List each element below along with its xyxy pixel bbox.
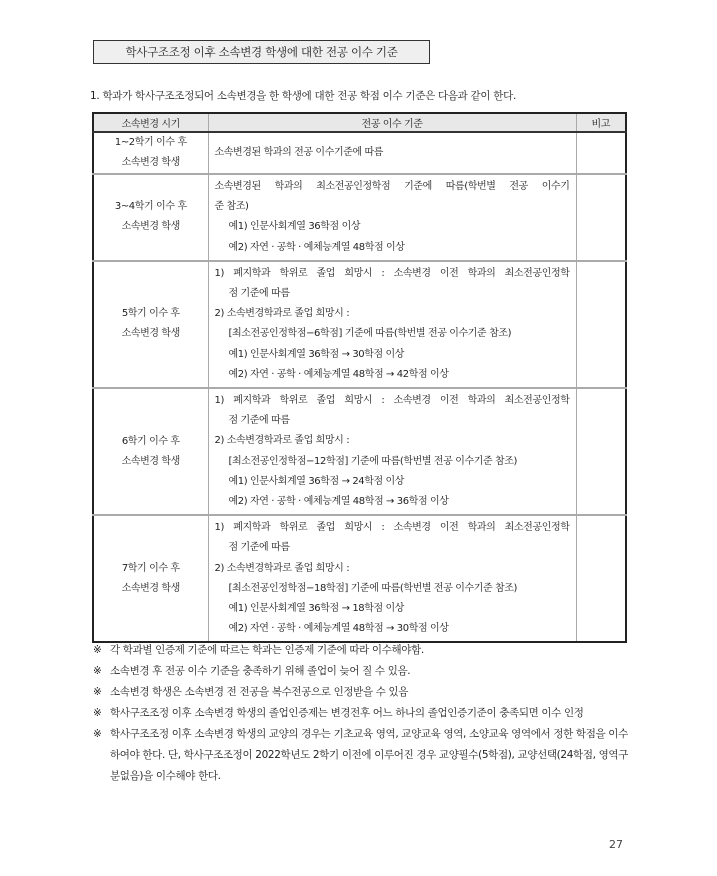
note-cell — [576, 174, 626, 261]
criteria-cell — [208, 132, 576, 174]
note-cell — [576, 388, 626, 515]
criteria-line: [최소전공인정학점−6학점] 기준에 따름(학번별 전공 이수기준 참조) — [228, 328, 512, 340]
reference-mark-icon: ※ — [93, 665, 102, 677]
criteria-line: [최소전공인정학점−12학점] 기준에 따름(학번별 전공 이수기준 참조) — [228, 455, 518, 467]
reference-mark-icon: ※ — [93, 707, 102, 719]
note-item — [93, 703, 633, 724]
period-line: 6학기 이수 후 — [121, 435, 180, 447]
period-line: 소속변경 학생 — [121, 221, 180, 233]
header-note: 비고 — [576, 113, 626, 132]
criteria-table — [92, 112, 627, 643]
criteria-cell — [208, 261, 576, 388]
criteria-line: 준 참조) — [214, 201, 249, 213]
note-cell — [576, 515, 626, 642]
table-row — [93, 388, 626, 515]
note-cell — [576, 261, 626, 388]
criteria-line: 소속변경된 학과의 전공 이수기준에 따름 — [214, 146, 384, 158]
criteria-example: 예1) 인문사회계열 36학점 → 24학점 이상 — [228, 475, 405, 487]
period-cell — [93, 174, 208, 261]
criteria-line: 1) 폐지학과 학위로 졸업 희망시 : 소속변경 이전 학과의 최소전공인정학 — [214, 267, 570, 279]
period-line: 소속변경 학생 — [121, 582, 180, 594]
header-criteria: 전공 이수 기준 — [208, 113, 576, 132]
table-row — [93, 515, 626, 642]
criteria-cell — [208, 174, 576, 261]
table-row — [93, 261, 626, 388]
note-text: 학사구조조정 이후 소속변경 학생의 교양의 경우는 기초교육 영역, 교양교육 영역, 소양교육 영역에서 정한 학점을 이수하여야 한다. 단, 학사구조조정이 2022학년도 2학기 이전에 이루어진 경우 교양필수(5학점), 교양선택(24학점, 영역구분없음)을 이수해야 한다. — [110, 728, 629, 782]
criteria-line: 소속변경된 학과의 최소전공인정학점 기준에 따름(학번별 전공 이수기 — [214, 181, 570, 192]
reference-mark-icon: ※ — [93, 644, 102, 656]
criteria-line: [최소전공인정학점−18학점] 기준에 따름(학번별 전공 이수기준 참조) — [228, 582, 518, 594]
criteria-line: 2) 소속변경학과로 졸업 희망시 : — [214, 308, 350, 320]
criteria-example: 예2) 자연 · 공학 · 예체능계열 48학점 → 42학점 이상 — [228, 368, 449, 380]
period-line: 소속변경 학생 — [121, 455, 180, 467]
page-number: 27 — [609, 838, 623, 851]
period-line: 3~4학기 이수 후 — [114, 201, 187, 213]
note-text: 소속변경 학생은 소속변경 전 전공을 복수전공으로 인정받을 수 있음 — [110, 686, 409, 698]
criteria-example: 예1) 인문사회계열 36학점 → 30학점 이상 — [228, 348, 405, 360]
note-item — [93, 661, 633, 682]
criteria-line: 2) 소속변경학과로 졸업 희망시 : — [214, 435, 350, 447]
criteria-example: 예1) 인문사회계열 36학점 → 18학점 이상 — [228, 603, 405, 615]
period-cell — [93, 261, 208, 388]
period-cell — [93, 515, 208, 642]
table-header-row — [93, 113, 626, 132]
note-cell — [576, 132, 626, 174]
note-item — [93, 682, 633, 703]
period-line: 소속변경 학생 — [121, 157, 180, 168]
criteria-cell — [208, 515, 576, 642]
period-cell — [93, 132, 208, 174]
intro-paragraph: 1. 학과가 학사구조조정되어 소속변경을 한 학생에 대한 전공 학점 이수 기준은 다음과 같이 한다. — [90, 90, 516, 102]
period-cell — [93, 388, 208, 515]
reference-mark-icon: ※ — [93, 728, 102, 740]
notes-list — [93, 640, 633, 787]
criteria-line: 점 기준에 따름 — [228, 415, 290, 427]
period-line: 소속변경 학생 — [121, 328, 180, 340]
table-row — [93, 132, 626, 174]
criteria-line: 점 기준에 따름 — [228, 288, 290, 300]
criteria-line: 1) 폐지학과 학위로 졸업 희망시 : 소속변경 이전 학과의 최소전공인정학 — [214, 395, 570, 407]
document-title: 학사구조조정 이후 소속변경 학생에 대한 전공 이수 기준 — [93, 40, 430, 64]
period-line: 1~2학기 이수 후 — [114, 137, 187, 148]
note-text: 학사구조조정 이후 소속변경 학생의 졸업인증제는 변경전후 어느 하나의 졸업인증기준이 충족되면 이수 인정 — [110, 707, 584, 719]
criteria-line: 1) 폐지학과 학위로 졸업 희망시 : 소속변경 이전 학과의 최소전공인정학 — [214, 522, 570, 534]
criteria-line: 점 기준에 따름 — [228, 542, 290, 554]
criteria-example: 예2) 자연 · 공학 · 예체능계열 48학점 이상 — [228, 241, 405, 253]
criteria-example: 예2) 자연 · 공학 · 예체능계열 48학점 → 30학점 이상 — [228, 623, 449, 635]
note-item — [93, 640, 633, 661]
reference-mark-icon: ※ — [93, 686, 102, 698]
period-line: 5학기 이수 후 — [121, 308, 180, 320]
header-period: 소속변경 시기 — [93, 113, 208, 132]
note-text: 각 학과별 인증제 기준에 따르는 학과는 인증제 기준에 따라 이수해야함. — [110, 644, 424, 656]
criteria-line: 2) 소속변경학과로 졸업 희망시 : — [214, 562, 350, 574]
period-line: 7학기 이수 후 — [121, 562, 180, 574]
table-row — [93, 174, 626, 261]
criteria-example: 예2) 자연 · 공학 · 예체능계열 48학점 → 36학점 이상 — [228, 496, 449, 508]
note-text: 소속변경 후 전공 이수 기준을 충족하기 위해 졸업이 늦어 질 수 있음. — [110, 665, 411, 677]
criteria-example: 예1) 인문사회계열 36학점 이상 — [228, 221, 361, 233]
note-item — [93, 724, 633, 787]
criteria-cell — [208, 388, 576, 515]
